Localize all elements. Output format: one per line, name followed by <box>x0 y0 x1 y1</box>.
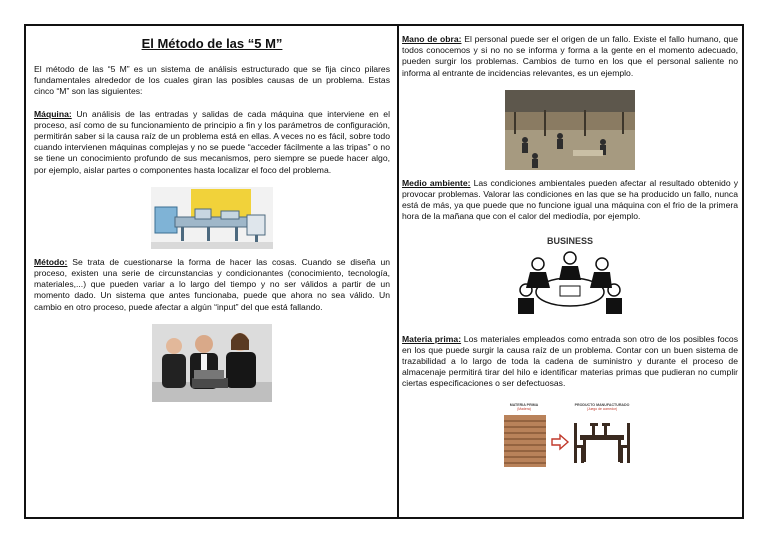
section-heading: Método: <box>34 256 68 267</box>
section-text: Se trata de cuestionarse la forma de hacer las cosas. Cuando se diseña un proceso, existen una serie de circunstancias y condicionantes (conocimiento, tecnología, materiales,...) que pueden variar a lo largo del tiempo y no ser válidos a partir de un momento dado. Un sistema que antes funcionaba, puede que ahora no sea válido. Un cambio en otro proceso, puede afectar a algún “input” del que está fallando. <box>34 256 390 312</box>
right-column <box>402 34 738 477</box>
section-medio-ambiente <box>402 178 738 223</box>
page-title: El Método de las “5 M” <box>141 36 283 51</box>
business-people-image <box>152 324 272 402</box>
section-materia-prima <box>402 334 738 390</box>
section-metodo <box>34 257 390 313</box>
section-text: Los materiales empleados como entrada son otro de los posibles focos en los que puede surgir la causa raíz de un problema. Contar con un buen sistema de trazabilidad a lo largo de toda la cadena de suministro y durante el proceso de almacenaje permitirá tirar del hilo e identificar materias primas que pudieran no cumplir ciertas especificaciones o ser defectuosas. <box>402 333 738 389</box>
workers-image <box>505 90 635 170</box>
wood-planks <box>504 415 546 467</box>
section-text: Las condiciones ambientales pueden afectar al resultado obtenido y provocar problemas. Valorar las condiciones en las que se ha producido un fallo, nunca está de más, ya que puede que no funcione igual una máquina con el frio de la primera hora de la mañana que con el calor del mediodía, por ejemplo. <box>402 177 738 222</box>
business-caption: BUSINESS <box>546 235 594 246</box>
product-label: PRODUCTO MANUFACTURADO <box>574 402 630 407</box>
section-heading: Mano de obra: <box>402 34 462 44</box>
raw-material-label: MATERIA PRIMA <box>509 402 539 407</box>
product-sublabel: (Juego de comedor) <box>586 406 618 411</box>
section-text: El personal puede ser el origen de un fallo. Existe el fallo humano, que todos conocemos y si no no se informa y forma a la gente en el momento adecuado, pueden surgir los problemas. Cambios de turno en los que el personal saliente no informa al entrante de incidencias relevantes, es un ejemplo. <box>402 34 738 78</box>
left-column <box>34 34 390 410</box>
business-meeting-image <box>508 234 632 326</box>
section-heading: Máquina: <box>34 108 72 119</box>
section-maquina <box>34 109 390 176</box>
section-heading: Medio ambiente: <box>402 177 471 188</box>
column-divider <box>397 26 399 517</box>
section-heading: Materia prima: <box>402 333 462 344</box>
machine-image <box>151 187 273 249</box>
section-text: Un análisis de las entradas y salidas de cada máquina que interviene en el proceso, así como de su funcionamiento de principio a fin y los parámetros de configuración, permitirán saber si la causa raíz de un problema está en ellas. A veces no es fácil, sobre todo cuando intervienen máquinas complejas y no se puede “acceder fácilmente a las tripas” o no se tiene un conocimiento profundo de sus mecanismos, pero siempre se puede hacer algo, por ejemplo, aislar partes o componentes hasta localizar el foco del problema. <box>34 108 390 175</box>
intro-paragraph: El método de las “5 M” es un sistema de análisis estructurado que se fija cinco pilares fundamentales alrededor de los cuales giran las posibles causas de un problema. Estas cinco “M” son las siguientes: <box>34 64 390 97</box>
raw-material-sublabel: (Madera) <box>517 406 531 411</box>
section-mano-de-obra <box>402 34 738 79</box>
document-frame <box>24 24 744 519</box>
raw-material-to-product-image <box>500 401 640 469</box>
